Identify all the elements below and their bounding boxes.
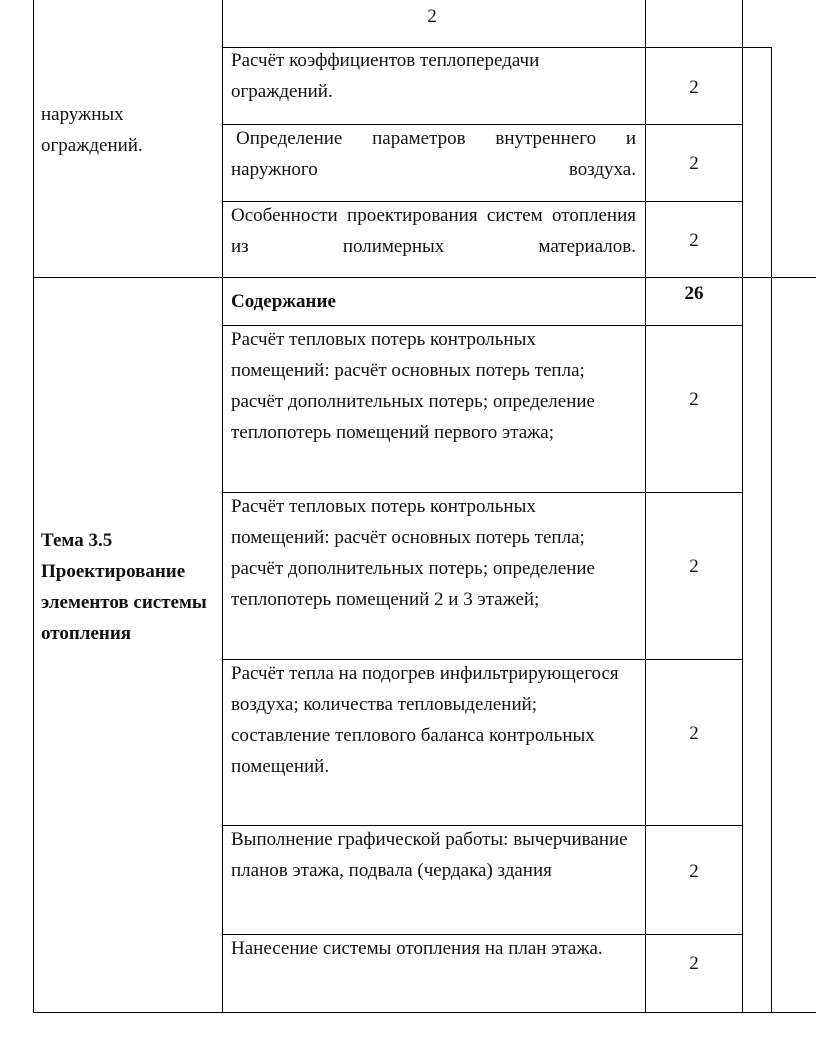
rule-h: [33, 1012, 816, 1013]
topic-number: Тема 3.5: [41, 530, 113, 551]
content-label: Содержание: [231, 291, 336, 312]
content-cell: Расчёт тепловых потерь контрольных помещений: расчёт основных потерь тепла; расчёт дополнительных потерь; определение теплопотерь помещений первого этажа;: [231, 329, 595, 443]
hours-cell: 2: [689, 556, 699, 577]
content-cell: Особенности проектирования систем отопления из полимерных материалов.: [231, 205, 636, 257]
hours-cell: 2: [689, 77, 699, 98]
hours-cell: 2: [689, 230, 699, 251]
topic-name: Проектирование элементов системы отопления: [41, 561, 207, 644]
hours-cell: 2: [427, 6, 437, 27]
content-cell: Выполнение графической работы: вычерчивание планов этажа, подвала (чердака) здания: [231, 829, 628, 881]
rule-v: [222, 0, 223, 1013]
content-hours: 26: [684, 283, 704, 304]
hours-cell: 2: [689, 953, 699, 974]
rule-h: [33, 277, 816, 278]
content-cell: Определение параметров внутреннего и наружного воздуха.: [231, 128, 636, 180]
hours-cell: 2: [689, 153, 699, 174]
rule-v: [33, 0, 34, 1013]
hours-cell: 2: [689, 389, 699, 410]
rule-v: [771, 47, 772, 1013]
content-cell: Расчёт тепла на подогрев инфильтрирующегося воздуха; количества тепловыделений; составление теплового баланса контрольных помещений.: [231, 663, 619, 777]
content-cell: Расчёт тепловых потерь контрольных помещений: расчёт основных потерь тепла; расчёт дополнительных потерь; определение теплопотерь помещений 2 и 3 этажей;: [231, 496, 595, 610]
topic-title: [41, 525, 219, 649]
left-cell-text: наружных ограждений.: [41, 104, 143, 156]
hours-cell: 2: [689, 723, 699, 744]
content-cell: Нанесение системы отопления на план этажа.: [231, 938, 603, 959]
hours-cell: 2: [689, 861, 699, 882]
content-cell: Расчёт коэффициентов теплопередачи ограждений.: [231, 50, 540, 102]
